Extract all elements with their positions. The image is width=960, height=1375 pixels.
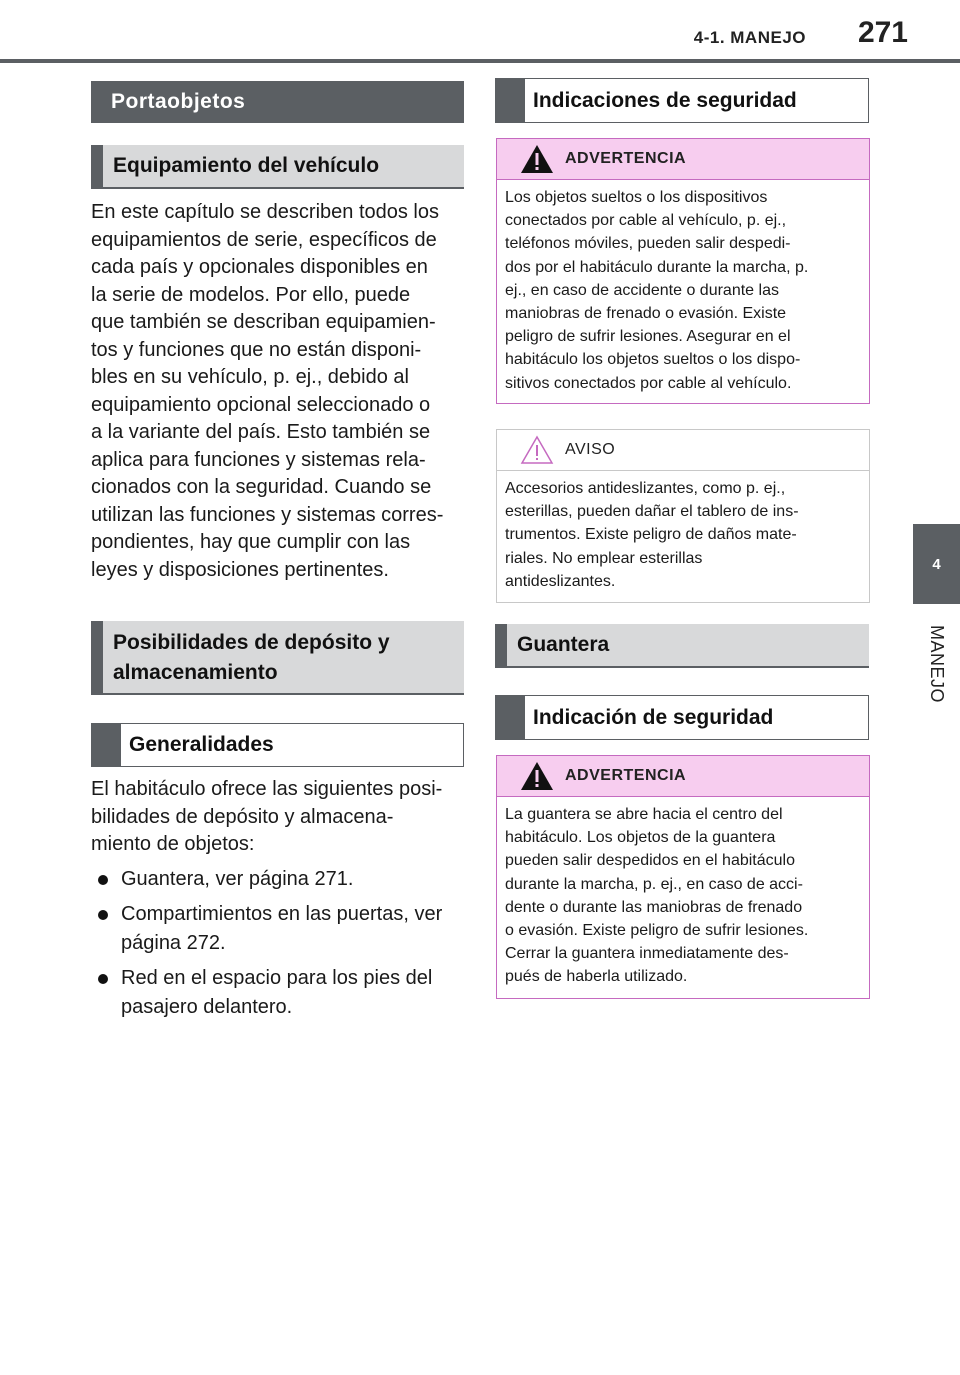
text-line: pueden salir despedidos en el habitáculo bbox=[505, 852, 795, 870]
section-title-line: Posibilidades de depósito y bbox=[113, 631, 390, 654]
text-line: habitáculo los objetos sueltos o los dispo- bbox=[505, 351, 801, 369]
text-line: riales. No emplear esterillas bbox=[505, 549, 703, 567]
subsection-title-indicacion: Indicación de seguridad bbox=[495, 695, 869, 740]
list-item-text: Red en el espacio para los pies del bbox=[121, 967, 433, 989]
text-line: bilidades de depósito y almacena- bbox=[91, 805, 394, 828]
text-line: Cerrar la guantera inmediatamente des- bbox=[505, 945, 789, 963]
warning-box-objects bbox=[496, 138, 870, 404]
notice-text bbox=[497, 471, 869, 601]
text-line: conectados por cable al vehículo, p. ej., bbox=[505, 212, 787, 230]
text-line: En este capítulo se describen todos los bbox=[91, 201, 439, 223]
notice-label: AVISO bbox=[565, 441, 616, 458]
section-title-guantera: Guantera bbox=[495, 624, 869, 668]
text-line: pués de haberla utilizado. bbox=[505, 968, 688, 986]
text-line: teléfonos móviles, pueden salir despedi- bbox=[505, 235, 791, 253]
text-line: dos por el habitáculo durante la marcha, p. bbox=[505, 258, 809, 276]
text-line: equipamientos de serie, específicos de bbox=[91, 228, 437, 251]
warning-header bbox=[497, 139, 869, 180]
text-line: durante la marcha, p. ej., en caso de acci- bbox=[505, 875, 803, 893]
section-title-posibilidades bbox=[91, 621, 464, 695]
text-line: a la variante del país. Esto también se bbox=[91, 421, 431, 443]
notice-box-mats bbox=[496, 429, 870, 603]
text-line: aplica para funciones y sistemas rela- bbox=[91, 448, 426, 471]
text-line: tos y funciones que no están disponi- bbox=[91, 338, 422, 361]
warning-triangle-icon bbox=[517, 756, 557, 796]
text-line: Los objetos sueltos o los dispositivos bbox=[505, 189, 768, 206]
list-item-text: Compartimientos en las puertas, ver bbox=[121, 903, 443, 925]
text-line: Accesorios antideslizantes, como p. ej., bbox=[505, 480, 786, 497]
section-title-equipamiento: Equipamiento del vehículo bbox=[91, 145, 464, 189]
warning-text bbox=[497, 797, 869, 997]
list-item bbox=[91, 900, 471, 958]
text-line: esterillas, pueden dañar el tablero de ins- bbox=[505, 503, 799, 521]
text-line: antideslizantes. bbox=[505, 572, 616, 590]
text-line: bles en su vehículo, p. ej., debido al bbox=[91, 366, 409, 388]
running-header-section: 4-1. MANEJO bbox=[693, 28, 806, 47]
text-line: cada país y opcionales disponibles en bbox=[91, 256, 428, 278]
warning-label: ADVERTENCIA bbox=[565, 767, 687, 784]
text-line: sitivos conectados por cable al vehículo. bbox=[505, 374, 792, 392]
text-line: La guantera se abre hacia el centro del bbox=[505, 806, 783, 823]
text-line: ej., en caso de accidente o durante las bbox=[505, 281, 779, 299]
storage-list bbox=[91, 865, 471, 1028]
text-line: trumentos. Existe peligro de daños mate- bbox=[505, 526, 797, 544]
list-item bbox=[91, 964, 471, 1022]
text-line: dente o durante las maniobras de frenado bbox=[505, 898, 803, 916]
subsection-title-generalidades: Generalidades bbox=[91, 723, 464, 767]
text-line: habitáculo. Los objetos de la guantera bbox=[505, 829, 776, 847]
text-line: pondientes, hay que cumplir con las bbox=[91, 531, 411, 553]
chapter-tab-number: 4 bbox=[913, 524, 960, 604]
text-line: que también se describan equipamien- bbox=[91, 311, 436, 333]
text-line: utilizan las funciones y sistemas corres- bbox=[91, 503, 444, 526]
caution-triangle-icon bbox=[517, 430, 557, 470]
list-item-text: página 272. bbox=[121, 932, 226, 954]
text-line: peligro de sufrir lesiones. Asegurar en el bbox=[505, 328, 791, 346]
text-line: cionados con la seguridad. Cuando se bbox=[91, 476, 432, 498]
list-item-text: Guantera, ver página 271. bbox=[121, 868, 354, 890]
section-title-line: almacenamiento bbox=[113, 661, 278, 684]
warning-text bbox=[497, 180, 869, 403]
generalidades-intro bbox=[91, 776, 471, 859]
list-item-text: pasajero delantero. bbox=[121, 996, 293, 1018]
warning-header bbox=[497, 756, 869, 797]
text-line: El habitáculo ofrece las siguientes posi- bbox=[91, 778, 443, 800]
text-line: equipamiento opcional seleccionado o bbox=[91, 393, 431, 416]
list-item bbox=[91, 865, 471, 894]
bullet-icon bbox=[98, 974, 108, 984]
warning-box-glovebox bbox=[496, 755, 870, 999]
chapter-title: Portaobjetos bbox=[91, 81, 464, 123]
section-title-indicaciones: Indicaciones de seguridad bbox=[495, 78, 869, 123]
text-line: leyes y disposiciones pertinentes. bbox=[91, 558, 389, 581]
chapter-tab-label bbox=[913, 604, 960, 724]
text-line: o evasión. Existe peligro de sufrir lesiones. bbox=[505, 922, 809, 940]
text-line: miento de objetos: bbox=[91, 833, 255, 855]
section-equipamiento-text bbox=[91, 199, 471, 584]
bullet-icon bbox=[98, 875, 108, 885]
notice-header bbox=[497, 430, 869, 471]
page-number: 271 bbox=[857, 16, 908, 49]
bullet-icon bbox=[98, 910, 108, 920]
text-line: maniobras de frenado o evasión. Existe bbox=[505, 305, 787, 323]
header-rule bbox=[0, 59, 960, 63]
warning-label: ADVERTENCIA bbox=[565, 150, 687, 167]
warning-triangle-icon bbox=[517, 139, 557, 179]
chapter-tab-label-text: MANEJO bbox=[927, 624, 947, 703]
text-line: la serie de modelos. Por ello, puede bbox=[91, 283, 411, 306]
